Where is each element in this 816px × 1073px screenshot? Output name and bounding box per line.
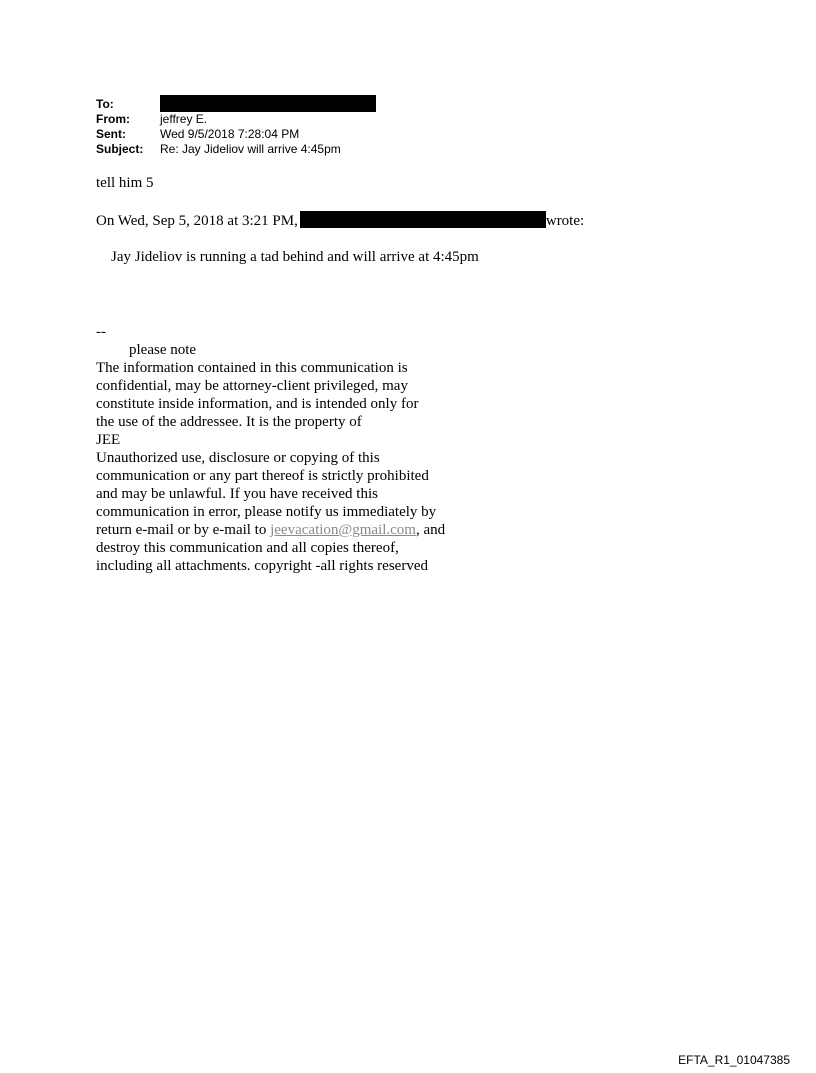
disclaimer-line: confidential, may be attorney-client privileged, may [96,378,408,394]
redacted-recipient [160,95,376,112]
subject-label: Subject: [96,142,144,156]
disclaimer-email-line [96,521,445,539]
sent-row [96,127,376,142]
disclaimer-line: and may be unlawful. If you have received this [96,486,378,502]
subject-row [96,142,376,157]
disclaimer-line: JEE [96,432,121,448]
disclaimer [96,323,445,575]
disclaimer-line: communication in error, please notify us immediately by [96,504,437,520]
disclaimer-line: the use of the addressee. It is the property of [96,414,362,430]
disclaimer-line: destroy this communication and all copies thereof, [96,540,399,556]
reply-text: tell him 5 [96,175,154,191]
quoted-message: Jay Jideliov is running a tad behind and will arrive at 4:45pm [111,249,479,265]
from-value: jeffrey E. [160,112,208,126]
disclaimer-line: constitute inside information, and is intended only for [96,396,419,412]
email-header [96,97,376,157]
note-heading: please note [129,342,197,358]
to-label: To: [96,97,114,111]
disclaimer-line: Unauthorized use, disclosure or copying of this [96,450,380,466]
sent-label: Sent: [96,127,126,141]
email-suffix: , and [415,522,446,538]
from-row [96,112,376,127]
quote-wrote: wrote: [545,213,585,229]
disclaimer-line: communication or any part thereof is strictly prohibited [96,468,429,484]
subject-value: Re: Jay Jideliov will arrive 4:45pm [160,142,341,156]
document-id: EFTA_R1_01047385 [678,1053,790,1067]
redacted-sender [300,211,546,228]
disclaimer-line: including all attachments. copyright -all rights reserved [96,558,428,574]
signature-separator: -- [96,324,106,340]
quote-intro-line [96,211,584,230]
to-row [96,97,376,112]
email-link[interactable]: jeevacation@gmail.com [270,522,416,538]
disclaimer-line: The information contained in this communication is [96,360,408,376]
email-prefix: return e-mail or by e-mail to [96,522,271,538]
sent-value: Wed 9/5/2018 7:28:04 PM [160,127,300,141]
quote-intro: On Wed, Sep 5, 2018 at 3:21 PM, [96,213,298,229]
from-label: From: [96,112,130,126]
